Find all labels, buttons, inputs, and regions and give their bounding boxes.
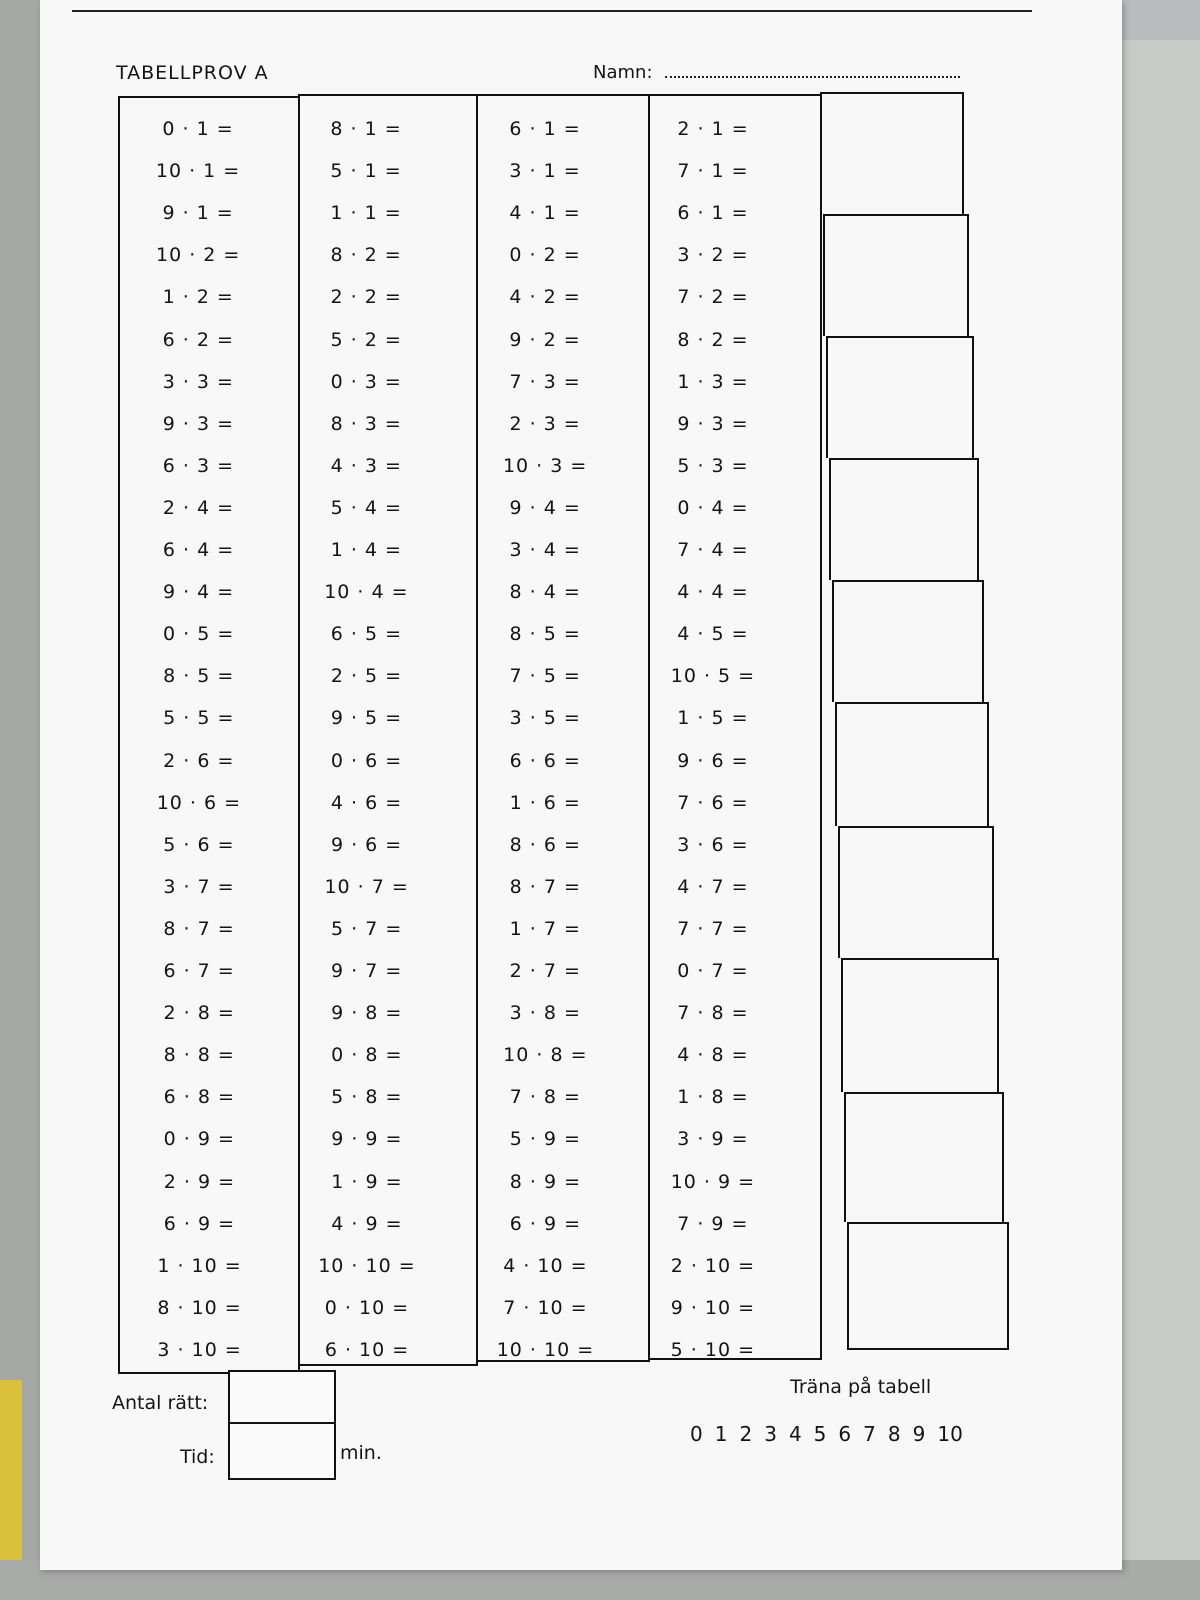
problem-item: 5 · 9 = (509, 1128, 581, 1151)
problem-item: 3 · 5 = (509, 707, 581, 730)
problem-item: 3 · 2 = (677, 244, 749, 267)
table-score-box[interactable] (823, 214, 969, 336)
problem-item: 3 · 1 = (509, 160, 581, 183)
table-score-box[interactable] (829, 458, 979, 580)
problem-item: 10 · 7 = (324, 875, 409, 898)
name-field[interactable] (665, 76, 960, 78)
problem-item: 10 · 3 = (502, 454, 588, 477)
problem-item: 8 · 4 = (509, 581, 581, 604)
problem-item: 8 · 6 = (509, 833, 581, 856)
problem-item: 2 · 6 = (163, 749, 235, 772)
problem-item: 9 · 10 = (670, 1296, 756, 1319)
problem-item: 3 · 4 = (509, 539, 581, 561)
table-score-box[interactable] (844, 1092, 1004, 1222)
problem-item: 6 · 6 = (509, 749, 581, 772)
problem-item: 0 · 2 = (509, 244, 581, 267)
problem-item: 7 · 7 = (677, 917, 749, 940)
problem-item: 5 · 7 = (331, 917, 403, 940)
practice-scale-number[interactable]: 3 (764, 1422, 777, 1446)
time-unit-label: min. (340, 1442, 382, 1464)
problem-item: 4 · 4 = (677, 581, 749, 604)
correct-count-field[interactable] (228, 1370, 336, 1424)
problem-item: 0 · 9 = (163, 1128, 235, 1151)
problem-item: 4 · 8 = (677, 1044, 749, 1067)
problem-item: 8 · 8 = (163, 1044, 235, 1067)
problem-item: 10 · 8 = (503, 1044, 588, 1067)
problem-item: 4 · 9 = (331, 1212, 403, 1235)
practice-scale-number[interactable]: 7 (863, 1422, 876, 1446)
table-score-box[interactable] (826, 336, 974, 458)
problem-item: 8 · 2 = (330, 244, 402, 267)
problem-item: 1 · 1 = (330, 202, 402, 225)
problem-item: 4 · 10 = (503, 1254, 588, 1277)
problem-item: 7 · 2 = (677, 286, 749, 309)
problem-item: 1 · 9 = (331, 1170, 403, 1193)
practice-scale-number[interactable]: 2 (739, 1422, 753, 1446)
problem-item: 5 · 5 = (163, 707, 235, 730)
practice-scale-number[interactable]: 10 (937, 1422, 963, 1446)
problem-item: 10 · 2 = (155, 244, 241, 267)
problem-item: 8 · 7 = (163, 917, 235, 940)
problem-item: 9 · 1 = (162, 202, 234, 225)
problem-item: 4 · 7 = (677, 875, 749, 898)
problem-item: 3 · 7 = (163, 875, 235, 898)
table-score-box[interactable] (847, 1222, 1009, 1350)
problem-item: 2 · 10 = (670, 1254, 756, 1277)
problem-item: 8 · 5 = (509, 623, 581, 646)
problem-item: 6 · 3 = (162, 454, 235, 477)
problem-item: 5 · 6 = (163, 833, 235, 856)
problem-item: 7 · 1 = (677, 160, 749, 183)
problem-item: 10 · 5 = (670, 665, 756, 688)
practice-table-label: Träna på tabell (790, 1376, 932, 1398)
problem-item: 2 · 4 = (162, 496, 235, 519)
problem-item: 7 · 4 = (677, 539, 749, 561)
problem-item: 9 · 9 = (331, 1128, 403, 1151)
problem-item: 1 · 6 = (509, 791, 581, 814)
problem-item: 2 · 3 = (509, 412, 581, 435)
table-score-box[interactable] (835, 702, 989, 826)
problem-item: 3 · 3 = (162, 370, 234, 393)
problem-item: 9 · 3 = (677, 412, 749, 435)
top-rule (72, 10, 1032, 12)
problem-item: 8 · 7 = (509, 875, 581, 898)
problem-item: 5 · 1 = (330, 160, 402, 183)
problem-item: 1 · 10 = (157, 1254, 242, 1277)
problem-item: 7 · 5 = (509, 665, 581, 688)
problem-item: 8 · 1 = (330, 118, 402, 140)
problem-item: 6 · 2 = (162, 328, 234, 351)
problem-item: 2 · 8 = (163, 1002, 235, 1025)
problem-item: 8 · 2 = (677, 328, 749, 351)
problem-item: 1 · 4 = (330, 539, 402, 561)
problem-item: 0 · 1 = (162, 118, 234, 140)
problem-item: 4 · 2 = (509, 286, 581, 309)
practice-table-scale (690, 1422, 963, 1446)
problem-item: 0 · 4 = (677, 496, 749, 519)
problem-item: 2 · 1 = (677, 118, 749, 140)
problem-item: 4 · 1 = (509, 202, 581, 225)
problem-item: 10 · 9 = (670, 1170, 756, 1193)
problem-item: 5 · 3 = (677, 454, 749, 477)
practice-scale-number[interactable]: 1 (714, 1422, 728, 1446)
problem-item: 5 · 8 = (331, 1086, 403, 1109)
problem-item: 6 · 10 = (324, 1338, 410, 1361)
time-label: Tid: (180, 1446, 215, 1468)
problem-item: 8 · 5 = (163, 665, 235, 688)
problem-item: 0 · 3 = (330, 370, 402, 393)
problem-item: 9 · 4 = (162, 581, 235, 604)
problem-item: 3 · 9 = (677, 1128, 749, 1151)
problem-item: 2 · 7 = (509, 960, 581, 982)
problem-item: 10 · 10 = (496, 1338, 595, 1361)
problem-item: 8 · 10 = (157, 1296, 242, 1319)
practice-scale-number[interactable]: 6 (838, 1422, 852, 1446)
problem-item: 9 · 4 = (509, 496, 581, 519)
problem-item: 9 · 7 = (331, 960, 403, 982)
problem-item: 0 · 6 = (330, 749, 403, 772)
practice-scale-number[interactable]: 9 (912, 1422, 926, 1446)
problem-item: 2 · 9 = (163, 1170, 235, 1193)
practice-scale-number[interactable]: 4 (788, 1422, 802, 1446)
table-score-box[interactable] (820, 92, 964, 214)
problem-item: 10 · 10 = (318, 1254, 416, 1277)
problem-item: 6 · 4 = (162, 539, 235, 561)
problem-item: 5 · 4 = (330, 496, 402, 519)
problem-item: 4 · 5 = (677, 623, 749, 646)
name-label: Namn: (593, 62, 653, 83)
worksheet-title: TABELLPROV A (116, 62, 269, 84)
table-score-box[interactable] (832, 580, 984, 702)
correct-count-label: Antal rätt: (112, 1392, 209, 1414)
problem-item: 0 · 7 = (677, 960, 749, 982)
problem-item: 6 · 9 = (163, 1212, 236, 1235)
problem-item: 7 · 3 = (509, 370, 581, 393)
problem-item: 0 · 5 = (163, 623, 235, 646)
problem-item: 9 · 8 = (331, 1002, 403, 1025)
problem-item: 8 · 9 = (509, 1170, 581, 1193)
problem-item: 3 · 8 = (509, 1002, 581, 1025)
problem-item: 9 · 6 = (330, 833, 403, 856)
problem-item: 9 · 5 = (330, 707, 403, 730)
practice-scale-number[interactable]: 0 (690, 1422, 703, 1446)
problem-item: 6 · 1 = (677, 202, 749, 225)
problem-item: 7 · 8 = (509, 1086, 581, 1109)
problem-item: 1 · 7 = (509, 917, 581, 940)
problem-item: 0 · 8 = (331, 1044, 403, 1067)
problem-item: 9 · 3 = (162, 412, 234, 435)
problem-item: 7 · 9 = (677, 1212, 749, 1235)
problem-item: 5 · 2 = (330, 328, 402, 351)
problem-item: 7 · 6 = (677, 791, 749, 814)
problem-item: 6 · 7 = (163, 960, 235, 982)
problem-item: 6 · 8 = (163, 1086, 235, 1109)
problem-item: 2 · 2 = (330, 286, 402, 309)
time-field[interactable] (228, 1422, 336, 1480)
problem-item: 1 · 5 = (677, 707, 749, 730)
desk-background-left (0, 0, 40, 1600)
problem-item: 3 · 6 = (677, 833, 749, 856)
problem-item: 6 · 9 = (509, 1212, 581, 1235)
problem-item: 10 · 6 = (156, 791, 242, 814)
problem-item: 10 · 1 = (155, 160, 241, 183)
problem-item: 6 · 1 = (509, 118, 581, 140)
problem-item: 9 · 6 = (677, 749, 749, 772)
problem-item: 3 · 10 = (157, 1338, 242, 1361)
problem-item: 4 · 6 = (330, 791, 403, 814)
problem-item: 1 · 3 = (677, 370, 749, 393)
problem-item: 1 · 2 = (162, 286, 234, 309)
problem-item: 2 · 5 = (330, 665, 403, 688)
table-score-box[interactable] (838, 826, 994, 958)
problem-item: 5 · 10 = (670, 1338, 756, 1361)
problem-item: 7 · 10 = (503, 1296, 588, 1319)
problem-item: 9 · 2 = (509, 328, 581, 351)
problem-item: 7 · 8 = (677, 1002, 749, 1025)
problem-item: 10 · 4 = (324, 581, 409, 604)
problem-item: 0 · 10 = (324, 1296, 410, 1319)
table-score-box[interactable] (841, 958, 999, 1092)
practice-scale-number[interactable]: 5 (813, 1422, 827, 1446)
problem-item: 4 · 3 = (330, 454, 402, 477)
problem-item: 6 · 5 = (330, 623, 403, 646)
problem-item: 8 · 3 = (330, 412, 402, 435)
problem-item: 1 · 8 = (677, 1086, 749, 1109)
practice-scale-number[interactable]: 8 (887, 1422, 901, 1446)
